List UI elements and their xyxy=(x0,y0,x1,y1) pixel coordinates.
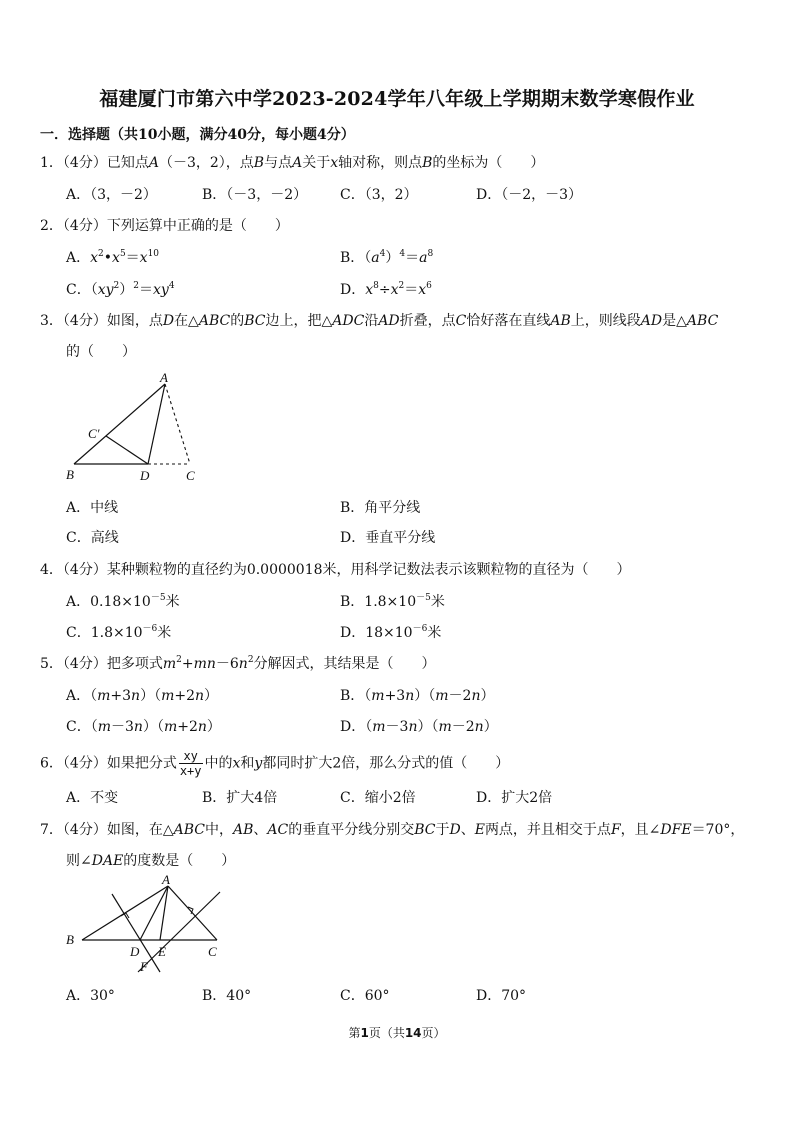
q3-option-d[interactable]: D．垂直平分线 xyxy=(340,530,436,546)
q7-option-a[interactable]: A．30° xyxy=(66,988,115,1004)
q6-fraction: $\frac{xy}{x+y}$ xyxy=(179,749,202,778)
q4-option-b[interactable]: B．$1.8\times 10^{-5}$米 xyxy=(340,593,445,610)
q5-option-b[interactable]: B．（m+3n）（m－2n） xyxy=(340,688,495,704)
q3-option-c[interactable]: C．高线 xyxy=(66,530,119,546)
q7-side-ac xyxy=(168,886,217,940)
question-4-stem: 4．（4分）某种颗粒物的直径约为0.0000018米，用科学记数法表示该颗粒物的直径为（ ） xyxy=(40,562,631,578)
q4-option-d[interactable]: D．$18\times 10^{-6}$米 xyxy=(340,624,442,641)
q5-option-c[interactable]: C．（m－3n）（m+2n） xyxy=(66,719,221,735)
question-7-stem-line2: 则∠DAE的度数是（ ） xyxy=(66,853,236,869)
q7-bisector-ac xyxy=(138,892,220,972)
q4-option-c[interactable]: C．$1.8\times 10^{-6}$米 xyxy=(66,624,172,641)
q3-dashed-ac xyxy=(165,384,190,464)
q7-option-b[interactable]: B．40° xyxy=(202,988,252,1004)
q3-segment-cpd xyxy=(106,436,148,464)
q7-label-c: C xyxy=(208,944,217,959)
q3-side-ab xyxy=(74,384,165,464)
footer-total-pages: 14 xyxy=(404,1026,422,1040)
q7-label-a: A xyxy=(162,872,170,887)
q2-option-b[interactable]: B．$(a^4)^4=a^8$ xyxy=(340,249,434,266)
page-title: 福建厦门市第六中学2023-2024学年八年级上学期期末数学寒假作业 xyxy=(99,88,695,110)
q1-option-b[interactable]: B．（－3，－2） xyxy=(202,187,308,203)
question-2-stem: 2．（4分）下列运算中正确的是（ ） xyxy=(40,218,289,234)
q5-option-a[interactable]: A．（m+3n）（m+2n） xyxy=(66,688,219,704)
footer-page-number: 1 xyxy=(360,1026,369,1040)
q7-label-b: B xyxy=(66,932,74,947)
q7-option-d[interactable]: D．70° xyxy=(476,988,527,1004)
q3-figure xyxy=(60,370,210,486)
q2-option-c[interactable]: C．$(xy^2)^2=xy^4$ xyxy=(66,281,175,298)
q4-option-a[interactable]: A．$0.18\times 10^{-5}$米 xyxy=(66,593,180,610)
q3-label-d: D xyxy=(140,468,150,483)
section-heading: 一．选择题（共10小题，满分40分，每小题4分） xyxy=(40,127,355,143)
q3-option-b[interactable]: B．角平分线 xyxy=(340,500,421,516)
page-footer: 第1页（共14页） xyxy=(348,1026,446,1040)
q3-label-b: B xyxy=(66,467,74,482)
q1-option-d[interactable]: D．（－2，－3） xyxy=(476,187,583,203)
q7-label-f: F xyxy=(140,959,148,974)
q7-side-ab xyxy=(82,886,168,940)
q5-option-d[interactable]: D．（m－3n）（m－2n） xyxy=(340,719,498,735)
question-6-stem: 6．（4分）如果把分式 $\frac{xy}{x+y}$ 中的x和y都同时扩大2倍，那么分式的值（ ） xyxy=(40,749,510,778)
q6-option-c[interactable]: C．缩小2倍 xyxy=(340,790,416,806)
question-3-stem-line2: 的（ ） xyxy=(66,344,136,360)
q3-label-c: C xyxy=(186,468,195,483)
q1-option-a[interactable]: A．（3，－2） xyxy=(66,187,157,203)
q7-figure xyxy=(60,872,230,978)
q3-label-cprime: C′ xyxy=(88,426,100,441)
question-7-stem: 7．（4分）如图，在△ABC中，AB、AC的垂直平分线分别交BC于D、E两点，并且相交于点F，且∠DFE＝70°， xyxy=(40,822,745,838)
q6-option-a[interactable]: A．不变 xyxy=(66,790,119,806)
q3-label-a: A xyxy=(160,370,168,385)
q2-option-d[interactable]: D．$x^8\div x^2=x^6$ xyxy=(340,281,432,298)
question-1-stem: 1．（4分）已知点A（－3，2），点B与点A关于x轴对称，则点B的坐标为（ ） xyxy=(40,155,545,171)
q7-label-d: D xyxy=(130,944,140,959)
q6-option-d[interactable]: D．扩大2倍 xyxy=(476,790,553,806)
q7-option-c[interactable]: C．60° xyxy=(340,988,390,1004)
q6-option-b[interactable]: B．扩大4倍 xyxy=(202,790,278,806)
q1-option-c[interactable]: C．（3，2） xyxy=(340,187,418,203)
q2-option-a[interactable]: A．$x^2•x^5=x^{10}$ xyxy=(66,249,160,266)
q3-option-a[interactable]: A．中线 xyxy=(66,500,119,516)
q7-label-e: E xyxy=(158,944,166,959)
question-3-stem: 3．（4分）如图，点D在△ABC的BC边上，把△ADC沿AD折叠，点C恰好落在直线AB上，则线段AD是△ABC xyxy=(40,313,719,329)
question-5-stem: 5．（4分）把多项式$m^2+mn-6n^2$分解因式，其结果是（ ） xyxy=(40,655,436,672)
